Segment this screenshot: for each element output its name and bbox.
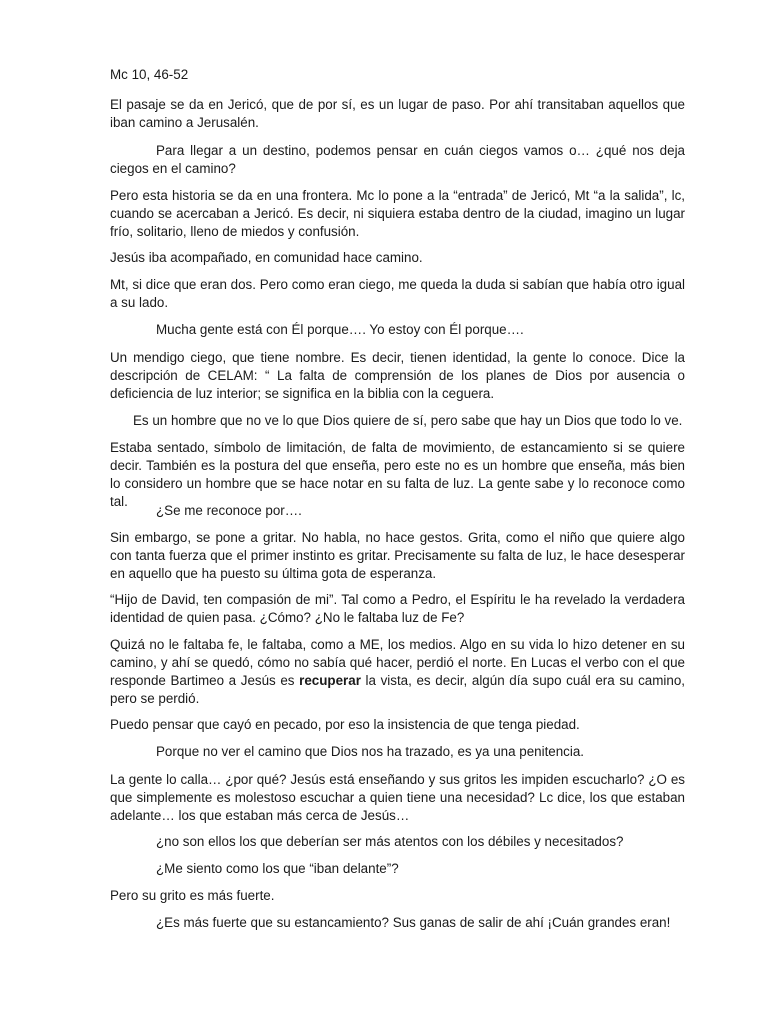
paragraph-15: Porque no ver el camino que Dios nos ha trazado, es ya una penitencia.	[156, 744, 585, 759]
paragraph-14: Puedo pensar que cayó en pecado, por eso la insistencia de que tenga piedad.	[110, 717, 580, 732]
paragraph-10: ¿Se me reconoce por….	[156, 503, 302, 518]
paragraph-13-text-before: Quizá no le faltaba fe, le faltaba, como a ME, los medios. Algo en su vida lo hizo detener en su camino, y ahí se quedó, cómo no sabía qué hacer, perdió el norte. En Lucas el verbo con el que responde Bartimeo a Jesús es	[110, 637, 685, 688]
paragraph-6: Mucha gente está con Él porque…. Yo estoy con Él porque….	[156, 322, 524, 337]
emphasized-word: recuperar	[299, 673, 361, 688]
paragraph-13-text-after: la vista, es decir, algún día supo cuál era su camino, pero se perdió.	[110, 673, 685, 706]
paragraph-3: Pero esta historia se da en una frontera. Mc lo pone a la “entrada” de Jericó, Mt “a la salida”, lc, cuando se acercaban a Jericó. Es decir, ni siquiera estaba dentro de la ciudad, imagino un lugar frío, solitario, lleno de miedos y confusión.	[110, 188, 685, 239]
paragraph-2: Para llegar a un destino, podemos pensar en cuán ciegos vamos o… ¿qué nos deja ciegos en el camino?	[110, 143, 685, 176]
paragraph-5: Mt, si dice que eran dos. Pero como eran ciego, me queda la duda si sabían que había otro igual a su lado.	[110, 277, 685, 310]
paragraph-4: Jesús iba acompañado, en comunidad hace camino.	[110, 250, 423, 265]
paragraph-9: Estaba sentado, símbolo de limitación, de falta de movimiento, de estancamiento si se quiere decir. También es la postura del que enseña, pero este no es un hombre que enseña, más bien lo considero un hombre que se hace notar en su falta de luz. La gente sabe y lo reconoce como tal.	[110, 440, 685, 509]
paragraph-19: Pero su grito es más fuerte.	[110, 888, 275, 903]
paragraph-11: Sin embargo, se pone a gritar. No habla, no hace gestos. Grita, como el niño que quiere algo con tanta fuerza que el primer instinto es gritar. Precisamente su falta de luz, le hace desesperar en aquello que ha puesto su última gota de esperanza.	[110, 530, 685, 581]
paragraph-12: “Hijo de David, ten compasión de mi”. Tal como a Pedro, el Espíritu le ha revelado la verdadera identidad de quien pasa. ¿Cómo? ¿No le faltaba luz de Fe?	[110, 592, 685, 625]
paragraph-20: ¿Es más fuerte que su estancamiento? Sus ganas de salir de ahí ¡Cuán grandes eran!	[156, 915, 671, 930]
paragraph-16: La gente lo calla… ¿por qué? Jesús está enseñando y sus gritos les impiden escucharlo? ¿O es que simplemente es molestoso escuchar a quien tiene una necesidad? Lc dice, los que estaban adelante… los que estaban más cerca de Jesús…	[110, 772, 685, 823]
paragraph-13	[110, 636, 685, 708]
paragraph-1: El pasaje se da en Jericó, que de por sí, es un lugar de paso. Por ahí transitaban aquellos que iban camino a Jerusalén.	[110, 97, 685, 130]
paragraph-18: ¿Me siento como los que “iban delante”?	[156, 861, 399, 876]
paragraph-17: ¿no son ellos los que deberían ser más atentos con los débiles y necesitados?	[156, 834, 624, 849]
paragraph-8: Es un hombre que no ve lo que Dios quiere de sí, pero sabe que hay un Dios que todo lo ve.	[133, 413, 683, 428]
document-heading: Mc 10, 46-52	[110, 67, 189, 82]
paragraph-7: Un mendigo ciego, que tiene nombre. Es decir, tienen identidad, la gente lo conoce. Dice la descripción de CELAM: “ La falta de comprensión de los planes de Dios por ausencia o deficiencia de luz interior; se significa en la biblia con la ceguera.	[110, 350, 685, 401]
